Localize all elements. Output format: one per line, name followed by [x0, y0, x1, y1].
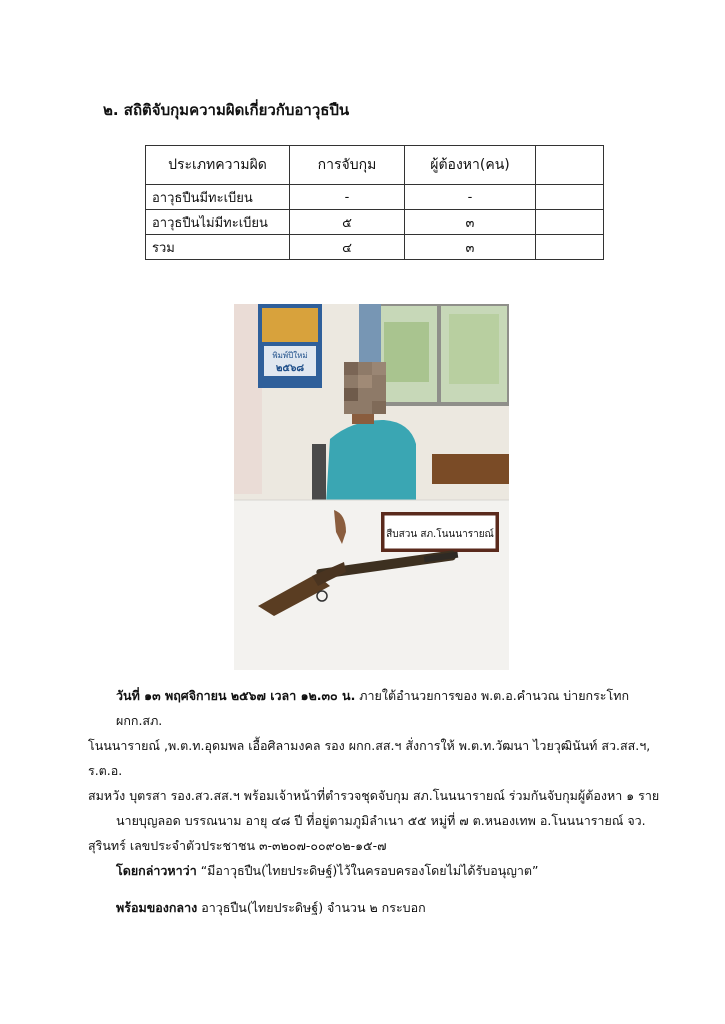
report-para1-line2: โนนนารายณ์ ,พ.ต.ท.อุดมพล เอื้อศิลามงคล รอง ผกก.สส.ฯ สั่งการให้ พ.ต.ท.วัฒนา ไวยวุฒินันท์ สว.สส.ฯ, ร.ต.อ. [88, 738, 651, 778]
desk-sign-text: สืบสวน สภ.โนนนารายณ์ [386, 529, 494, 540]
cell-arrests: ๕ [290, 210, 405, 235]
cell-empty [536, 235, 604, 260]
report-para1-rest: ภายใต้อำนวยการของ พ.ต.อ.คำนวณ บ่ายกระโทก ผกก.สภ. [116, 688, 630, 728]
suspect-line2: สุรินทร์ เลขประจำตัวประชาชน ๓-๓๒๐๗-๐๐๙๐๒-๑๕-๗ [88, 838, 387, 853]
report-date-lead: วันที่ ๑๓ พฤศจิกายน ๒๕๖๗ เวลา ๑๒.๓๐ น. [116, 688, 356, 703]
arrest-stats-table [145, 145, 604, 260]
cell-offense: อาวุธปืนไม่มีทะเบียน [146, 210, 290, 235]
cell-arrests: ๔ [290, 235, 405, 260]
evidence-text: อาวุธปืน(ไทยประดิษฐ์) จำนวน ๒ กระบอก [197, 900, 426, 915]
cell-suspects: ๓ [405, 210, 536, 235]
evidence-label: พร้อมของกลาง [116, 900, 198, 915]
report-para1-line3: สมหวัง บุตรสา รอง.สว.สส.ฯ พร้อมเจ้าหน้าที่ตำรวจชุดจับกุม สภ.โนนนารายณ์ ร่วมกันจับกุมผู้ต้องหา ๑ ราย [88, 788, 660, 803]
table-row [146, 210, 604, 235]
cell-empty [536, 185, 604, 210]
suspect-line1: นายบุญลอด บรรณนาม อายุ ๔๘ ปี ที่อยู่ตามภูมิลำเนา ๕๕ หมู่ที่ ๗ ต.หนองเทพ อ.โนนนารายณ์ จว. [116, 813, 646, 828]
table-row [146, 185, 604, 210]
charge-label: โดยกล่าวหาว่า [116, 863, 197, 878]
cell-suspects: ๓ [405, 235, 536, 260]
report-body [88, 683, 668, 920]
poster-year: ๒๕๖๘ [275, 363, 305, 374]
cell-offense: อาวุธปืนมีทะเบียน [146, 185, 290, 210]
header-offense-type: ประเภทความผิด [146, 146, 290, 185]
cell-empty [536, 210, 604, 235]
arrest-photo [234, 304, 509, 670]
poster-title: พิมพ์ปีใหม่ [272, 351, 308, 360]
charge-text: “มีอาวุธปืน(ไทยประดิษฐ์)ไว้ในครอบครองโดยไม่ได้รับอนุญาต” [196, 863, 539, 878]
table-row [146, 235, 604, 260]
cell-arrests: - [290, 185, 405, 210]
header-arrests: การจับกุม [290, 146, 405, 185]
header-suspects: ผู้ต้องหา(คน) [405, 146, 536, 185]
section-heading: ๒. สถิติจับกุมความผิดเกี่ยวกับอาวุธปืน [103, 101, 350, 119]
cell-suspects: - [405, 185, 536, 210]
table-header-row [146, 146, 604, 185]
header-empty [536, 146, 604, 185]
cell-offense: รวม [146, 235, 290, 260]
